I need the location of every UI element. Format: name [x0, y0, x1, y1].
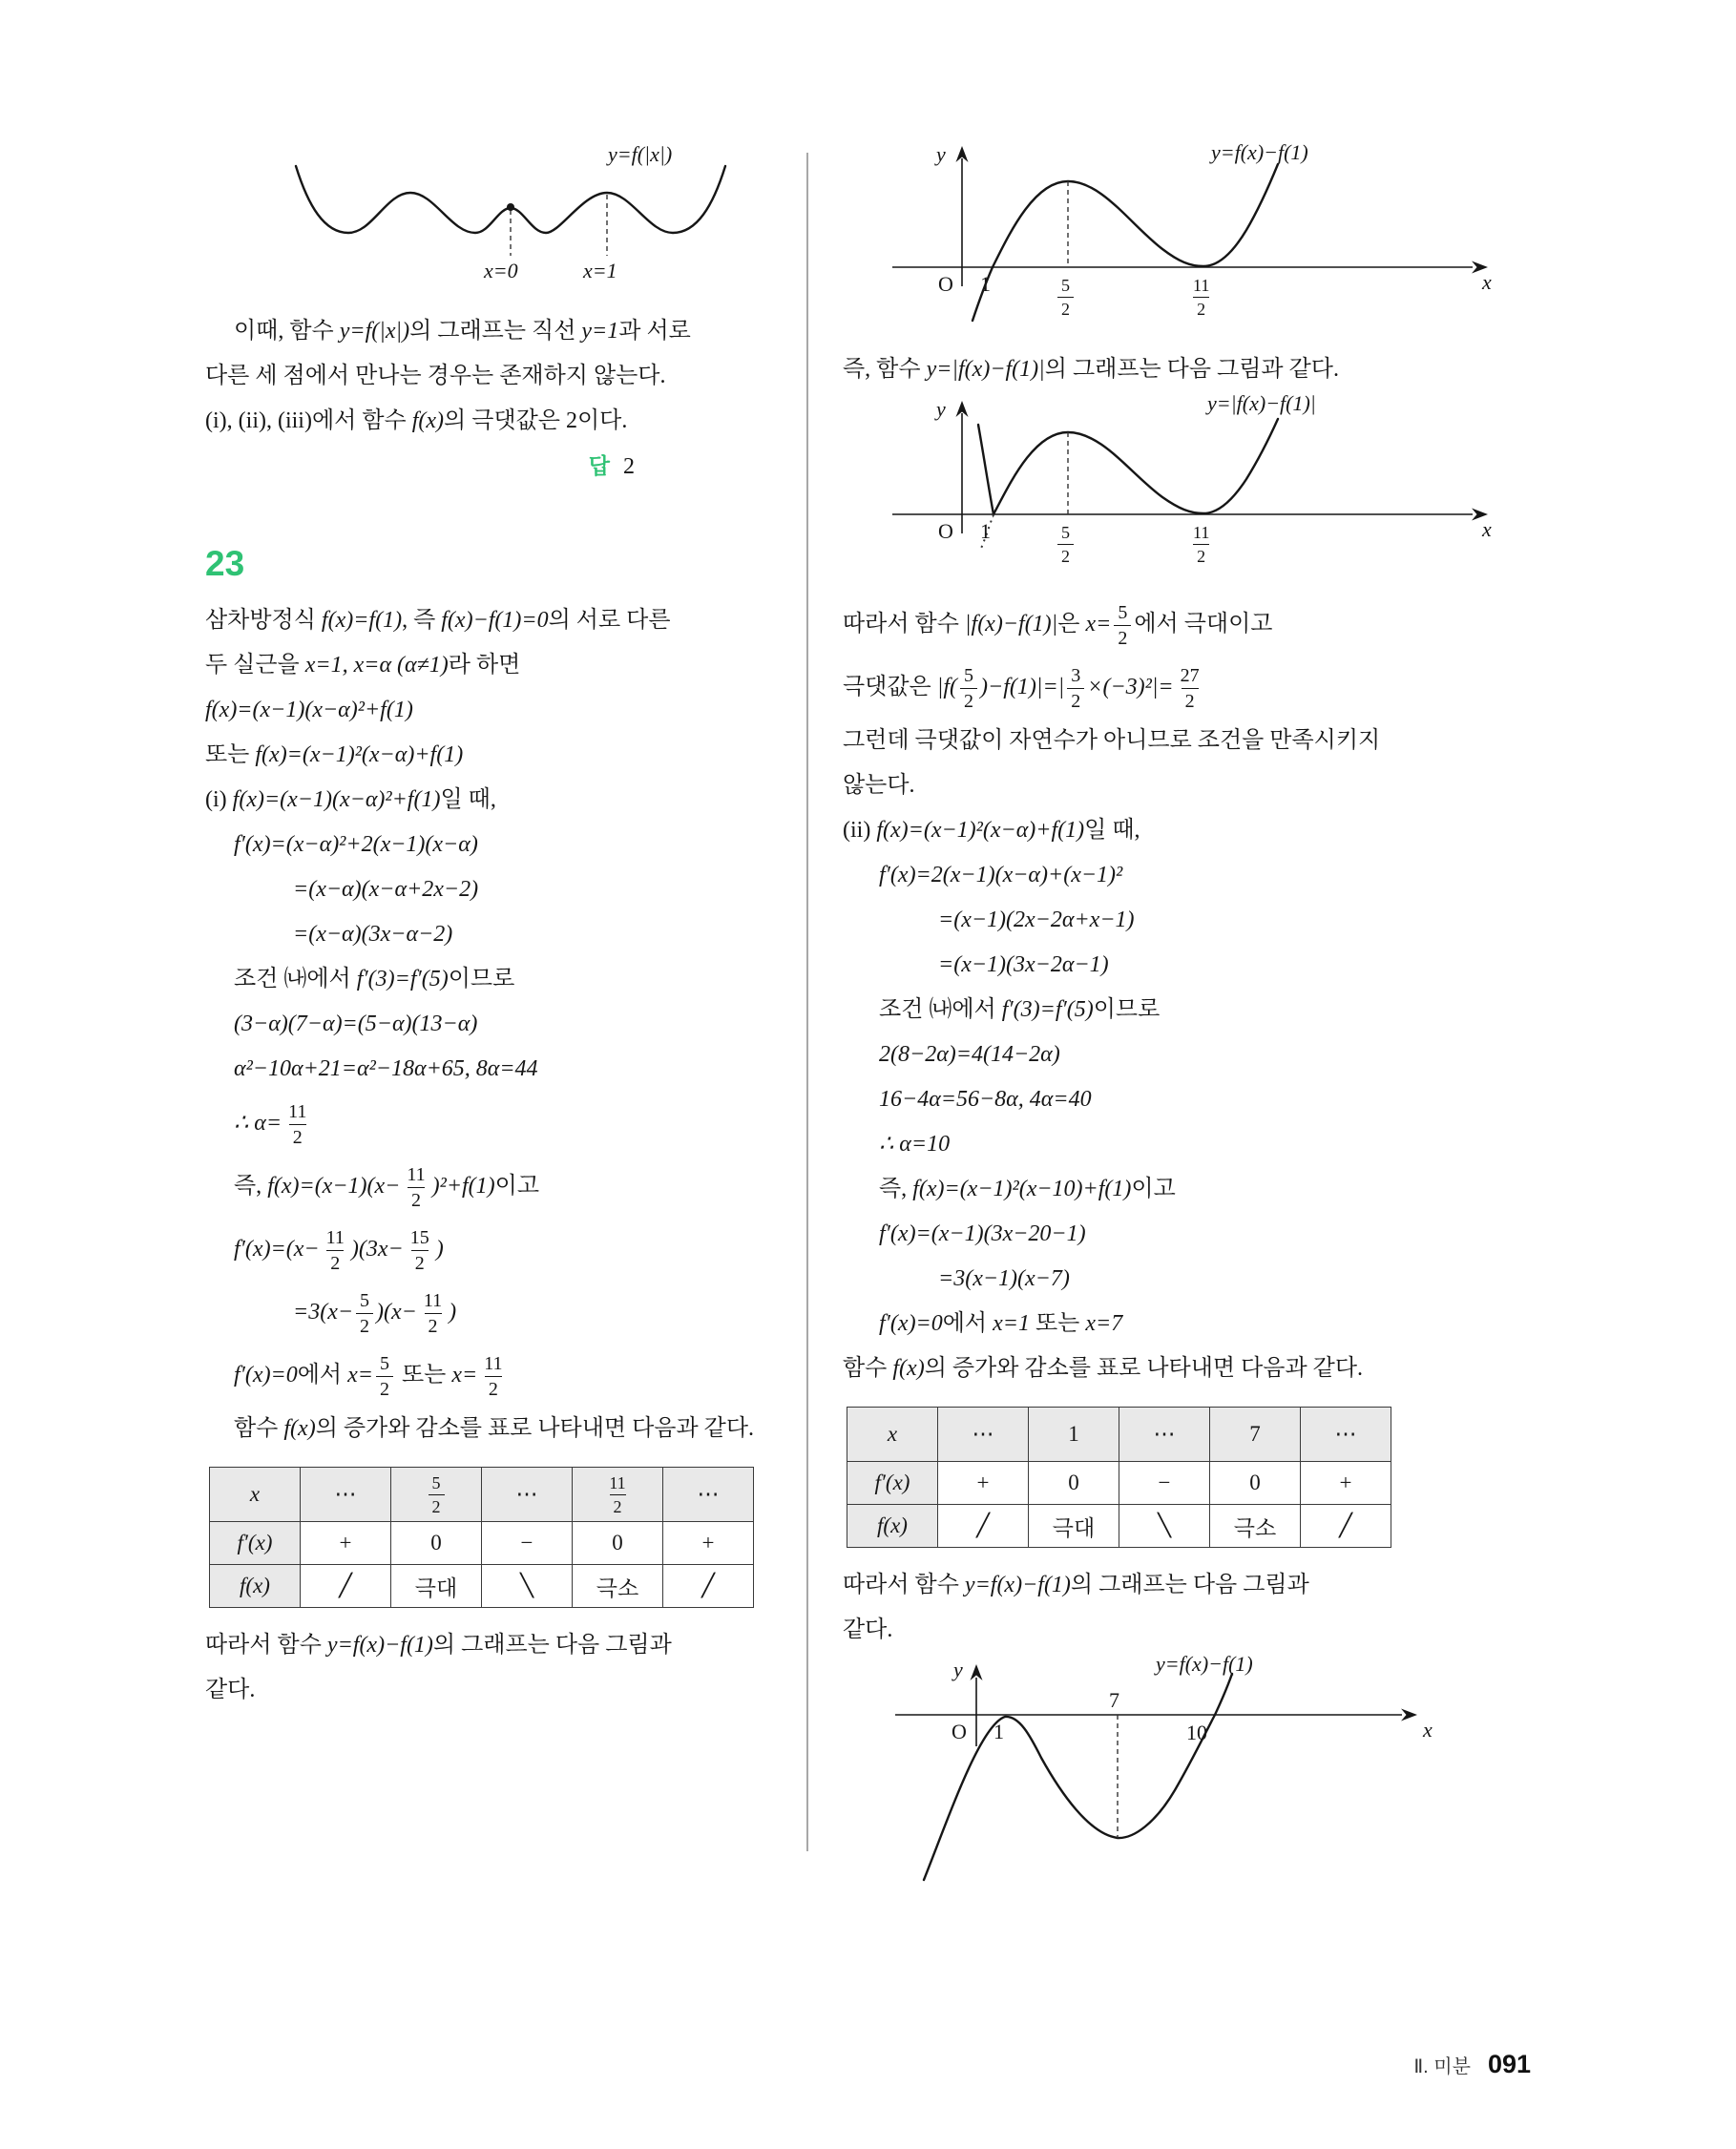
curve-label: y=f(x)−f(1) [1156, 1652, 1253, 1676]
table-cell: ╱ [1301, 1505, 1391, 1548]
table-cell: f′(x) [210, 1522, 301, 1565]
equation-line: 2(8−2α)=4(14−2α) [879, 1042, 1060, 1067]
tick-1: 1 [993, 1720, 1004, 1743]
solution-line: 같다. [205, 1678, 256, 1702]
y-axis-label: y [936, 397, 946, 421]
equation-line: 16−4α=56−8α, 4α=40 [879, 1087, 1092, 1112]
tick-11-2: $\frac{11}{2}$ [1193, 523, 1210, 566]
equation-line: ∴ α=10 [879, 1132, 951, 1157]
tick-11-2: $\frac{11}{2}$ [1193, 276, 1210, 319]
table-cell: f′(x) [847, 1462, 938, 1505]
origin-label: O [952, 1720, 967, 1743]
table-cell: ╲ [482, 1565, 573, 1608]
origin-label: O [938, 272, 953, 296]
table-cell: 0 [1210, 1462, 1301, 1505]
equation-line: (3−α)(7−α)=(5−α)(13−α) [234, 1012, 478, 1036]
equation-line: =3(x−1)(x−7) [938, 1266, 1070, 1291]
table-cell: f(x) [210, 1565, 301, 1608]
x1-tick-label: x=1 [583, 259, 617, 282]
table-cell: 극소 [573, 1565, 663, 1608]
tick-1: 1 [980, 272, 991, 296]
table-cell: ⋯ [482, 1468, 573, 1522]
paragraph-line: 이때, 함수 y=f(|x|)의 그래프는 직선 y=1과 서로 [234, 319, 691, 344]
solution-line: 삼차방정식 f(x)=f(1), 즉 f(x)−f(1)=0의 서로 다른 [205, 608, 671, 633]
x-axis-arrow [1401, 1709, 1417, 1721]
table-row [847, 1462, 1391, 1505]
table-cell: x [210, 1468, 301, 1522]
table-cell: ╲ [1119, 1505, 1210, 1548]
table-row [210, 1522, 754, 1565]
solution-line: 따라서 함수 y=f(x)−f(1)의 그래프는 다음 그림과 [205, 1633, 672, 1658]
equation-line: f′(x)=(x−α)²+2(x−1)(x−α) [234, 832, 478, 857]
tick-10: 10 [1186, 1721, 1207, 1744]
table-cell: ⋯ [1301, 1408, 1391, 1462]
page-number: 091 [1487, 2050, 1531, 2078]
function-curve [973, 164, 1278, 321]
equation-line: =(x−1)(2x−2α+x−1) [938, 908, 1135, 932]
table-cell: $\frac{5}{2}$ [391, 1468, 482, 1522]
tick-5-2: $\frac{5}{2}$ [1055, 524, 1077, 565]
table-cell: ⋯ [938, 1408, 1029, 1462]
graph-abs-y-fx-minus-f1 [871, 391, 1501, 579]
solution-line: 조건 ㈏에서 f′(3)=f′(5)이므로 [879, 997, 1161, 1022]
solution-line: 즉, 함수 y=|f(x)−f(1)|의 그래프는 다음 그림과 같다. [843, 357, 1339, 382]
x-axis-label: x [1482, 270, 1492, 294]
table-cell: ╱ [663, 1565, 754, 1608]
graph-canvas [272, 149, 806, 292]
paragraph-line: 다른 세 점에서 만나는 경우는 존재하지 않는다. [205, 364, 666, 388]
table-cell: 극소 [1210, 1505, 1301, 1548]
y-axis-label: y [936, 142, 946, 166]
table-cell: 극대 [391, 1565, 482, 1608]
paragraph-line: (i), (ii), (iii)에서 함수 f(x)의 극댓값은 2이다. [205, 408, 628, 433]
x-axis-label: x [1482, 517, 1492, 541]
answer-badge: 답 [588, 453, 610, 478]
table-header-row [210, 1468, 754, 1522]
tick-5-2: $\frac{5}{2}$ [1055, 277, 1077, 318]
curve-label: y=|f(x)−f(1)| [1207, 391, 1316, 415]
equation-line: 즉, f(x)=(x−1)²(x−10)+f(1)이고 [879, 1177, 1176, 1201]
equation-line: f′(x)=0에서 x=1 또는 x=7 [879, 1311, 1123, 1336]
table-cell: + [301, 1522, 391, 1565]
increase-decrease-table-right [847, 1407, 1391, 1548]
equation-line: f′(x)=(x− $\frac{11}{2}$ )(3x− $\frac{15}{2}$ ) [234, 1226, 444, 1274]
equation-line: 즉, f(x)=(x−1)(x− $\frac{11}{2}$ )²+f(1)이고 [234, 1163, 540, 1211]
equation-line: ∴ α= $\frac{11}{2}$ [234, 1100, 307, 1148]
function-curve [924, 1674, 1232, 1880]
x-axis-label: x [1423, 1718, 1433, 1742]
table-cell: $\frac{11}{2}$ [573, 1468, 663, 1522]
right-column [843, 140, 1549, 1887]
solution-line: 함수 f(x)의 증가와 감소를 표로 나타내면 다음과 같다. [843, 1356, 1363, 1381]
graph-y-f-abs-x [272, 142, 806, 292]
function-curve [978, 419, 1278, 514]
table-cell: ⋯ [301, 1468, 391, 1522]
solution-line: 두 실근을 x=1, x=α (α≠1)라 하면 [205, 653, 521, 678]
solution-line: 따라서 함수 y=f(x)−f(1)의 그래프는 다음 그림과 [843, 1573, 1309, 1597]
tick-1: 1 [980, 519, 991, 543]
table-cell: 1 [1029, 1408, 1119, 1462]
table-cell: ⋯ [1119, 1408, 1210, 1462]
solution-line: 따라서 함수 |f(x)−f(1)|은 x= $\frac{5}{2}$ 에서 극대이고 [843, 601, 1273, 649]
table-cell: + [938, 1462, 1029, 1505]
solution-line: 같다. [843, 1617, 893, 1642]
y-axis-label: y [953, 1658, 963, 1681]
chapter-label: Ⅱ. 미분 [1413, 2056, 1471, 2077]
table-cell: ⋯ [663, 1468, 754, 1522]
increase-decrease-table-left [209, 1467, 754, 1608]
equation-line: =(x−α)(3x−α−2) [293, 922, 453, 947]
table-cell: − [1119, 1462, 1210, 1505]
table-cell: x [847, 1408, 938, 1462]
equation-line: f′(x)=2(x−1)(x−α)+(x−1)² [879, 863, 1123, 887]
origin-label: O [938, 519, 953, 543]
equation-line: α²−10α+21=α²−18α+65, 8α=44 [234, 1056, 538, 1081]
table-row [847, 1505, 1391, 1548]
curve-label: y=f(x)−f(1) [1211, 140, 1308, 164]
problem-number: 23 [205, 544, 245, 583]
solution-line: 않는다. [843, 773, 915, 798]
equation-line: =(x−α)(x−α+2x−2) [293, 877, 479, 902]
curve-label: y=f(|x|) [608, 142, 673, 166]
equation-line: =(x−1)(3x−2α−1) [938, 952, 1109, 977]
equation-line: 또는 f(x)=(x−1)²(x−α)+f(1) [205, 742, 464, 767]
graph-y-fx-minus-f1-case1 [871, 140, 1501, 334]
table-cell: 0 [573, 1522, 663, 1565]
column-divider [806, 153, 808, 1851]
table-cell: − [482, 1522, 573, 1565]
table-cell: ╱ [938, 1505, 1029, 1548]
left-column [205, 143, 787, 1713]
table-cell: 0 [1029, 1462, 1119, 1505]
table-row [210, 1565, 754, 1608]
answer-value: 2 [623, 454, 635, 479]
table-cell: 7 [1210, 1408, 1301, 1462]
equation-line: f′(x)=(x−1)(3x−20−1) [879, 1221, 1086, 1246]
answer-row [205, 444, 787, 489]
equation-line: f(x)=(x−1)(x−α)²+f(1) [205, 698, 413, 722]
case-i-line: (i) f(x)=(x−1)(x−α)²+f(1)일 때, [205, 787, 496, 812]
case-ii-line: (ii) f(x)=(x−1)²(x−α)+f(1)일 때, [843, 818, 1140, 843]
graph-y-fx-minus-f1-case2 [871, 1652, 1444, 1887]
table-cell: 극대 [1029, 1505, 1119, 1548]
page-footer [1413, 2050, 1531, 2079]
table-cell: f(x) [847, 1505, 938, 1548]
equation-line: =3(x− $\frac{5}{2}$ )(x− $\frac{11}{2}$ ) [293, 1289, 457, 1337]
tick-7: 7 [1109, 1688, 1119, 1712]
table-header-row [847, 1408, 1391, 1462]
solution-line: 그런데 극댓값이 자연수가 아니므로 조건을 만족시키지 [843, 728, 1381, 753]
table-cell: + [663, 1522, 754, 1565]
graph-canvas [871, 1662, 1444, 1887]
equation-line: 극댓값은 |f( $\frac{5}{2}$ )−f(1)|=| $\frac{3}{2}$ ×(−3)²|= $\frac{27}{2}$ [843, 664, 1200, 712]
x0-tick-label: x=0 [484, 259, 518, 282]
table-cell: + [1301, 1462, 1391, 1505]
solution-line: 함수 f(x)의 증가와 감소를 표로 나타내면 다음과 같다. [234, 1416, 754, 1441]
point-marker [507, 203, 514, 211]
table-cell: ╱ [301, 1565, 391, 1608]
solution-line: 조건 ㈏에서 f′(3)=f′(5)이므로 [234, 967, 515, 991]
equation-line: f′(x)=0에서 x= $\frac{5}{2}$ 또는 x= $\frac{11}{2}$ [234, 1352, 503, 1400]
table-cell: 0 [391, 1522, 482, 1565]
